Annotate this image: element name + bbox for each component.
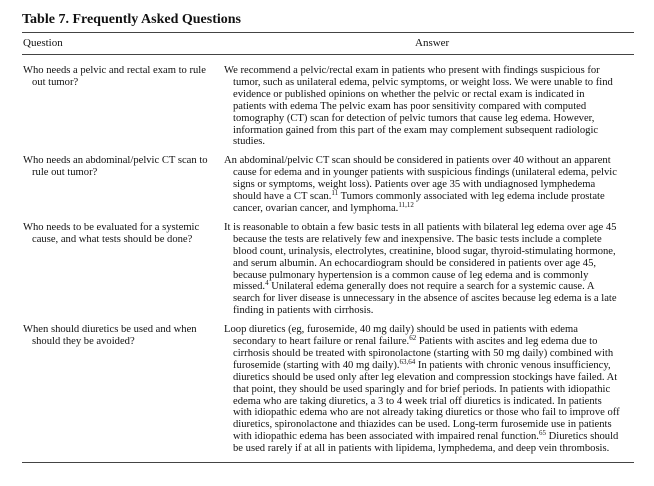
- question-cell: [22, 324, 222, 455]
- faq-table: [22, 10, 634, 463]
- question-text: Who needs to be evaluated for a systemic cause, and what tests should be done?: [23, 221, 200, 245]
- answer-segment: Loop diuretics (eg, furosemide, 40 mg daily) should be used in patients with edema secondary to heart failure or renal failure.: [224, 324, 578, 348]
- question-text: When should diuretics be used and when should they be avoided?: [23, 324, 197, 348]
- answer-segment: In patients with chronic venous insufficiency, diuretics should be used only after leg elevation and compression stockings have failed. At that point, they should be used sparingly and for brief periods. In patients with idiopathic edema who are taking diuretics, a 3 to 4 week trial off diuretics is indicated. In patients with idiopathic edema who are not already taking diuretics or those who fail to improve off diuretics, spironolactone and thiazides can be used. Long-term furosemide use in patients with idiopathic edema has been associated with impaired renal function.: [233, 359, 620, 443]
- answer-text: [224, 324, 620, 455]
- answer-segment: Diuretics should be used rarely if at all in patients with lipidema, lymphedema, and deep vein thrombosis.: [233, 431, 619, 455]
- answer-segment: An abdominal/pelvic CT scan should be considered in patients over 40 without an apparent cause for edema and in younger patients with suspicious findings (unilateral edema, pelvic signs or symptoms, weight loss). Patients over age 35 with undiagnosed lymphedema should have a CT scan.: [224, 155, 617, 203]
- table-row: [22, 65, 634, 148]
- question-text: Who needs a pelvic and rectal exam to rule out tumor?: [23, 65, 206, 88]
- answer-cell: [224, 222, 620, 317]
- table-title: Table 7. Frequently Asked Questions: [22, 12, 241, 27]
- answer-segment: Unilateral edema generally does not require a search for a systemic cause. A search for liver disease is unnecessary in the absence of ascites because leg edema is a late finding in patients with cirrhosis.: [233, 281, 617, 317]
- question-text: Who needs an abdominal/pelvic CT scan to rule out tumor?: [23, 155, 208, 179]
- question-cell: [22, 155, 222, 215]
- answer-segment: Tumors commonly associated with leg edema include prostate cancer, ovarian cancer, and lymphoma.: [233, 191, 605, 214]
- bottom-rule: [22, 462, 634, 463]
- answer-text: [224, 65, 620, 148]
- table-row: [22, 155, 634, 215]
- reference-superscript: 63,64: [399, 357, 416, 366]
- question-column-header: Question: [23, 37, 63, 49]
- table-row: [22, 222, 634, 317]
- answer-segment: We recommend a pelvic/rectal exam in patients who present with findings suspicious for tumor, such as unilateral edema, pelvic symptoms, or weight loss. We were unable to find evidence or published opinions on whether the pelvic or rectal exam is indicated in patients with edema The pelvic exam has poor sensitivity compared with computed tomography (CT) scan for detection of pelvic tumors that cause leg edema. However, information gained from this part of the exam may complement subsequent radiologic studies.: [224, 65, 613, 148]
- answer-column-header: Answer: [415, 37, 450, 49]
- reference-superscript: 11,12: [398, 200, 414, 209]
- reference-superscript: 62: [409, 334, 417, 343]
- answer-segment: It is reasonable to obtain a few basic tests in all patients with bilateral leg edema over age 45 because the tests are relatively few and inexpensive. The basic tests include a complete blood count, urinalysis, electrolytes, creatinine, blood sugar, thyroid-stimulating hormone, and serum albumin. An echocardiogram should be considered in patients over age 45, because pulmonary hypertension is a common cause of leg edema and is commonly missed.: [224, 221, 617, 293]
- answer-cell: [224, 65, 620, 148]
- reference-superscript: 4: [265, 279, 269, 288]
- table-body: [22, 55, 634, 455]
- table-header-row: [22, 33, 634, 54]
- question-cell: [22, 65, 222, 148]
- answer-text: [224, 155, 620, 215]
- question-cell: [22, 222, 222, 317]
- reference-superscript: 65: [538, 429, 546, 438]
- answer-text: [224, 222, 620, 317]
- reference-superscript: 11: [331, 189, 339, 198]
- answer-segment: Patients with ascites and leg edema due to cirrhosis should be treated with spironolactone (starting with 50 mg daily) combined with furosemide (starting with 40 mg daily).: [233, 336, 614, 371]
- answer-cell: [224, 155, 620, 215]
- answer-cell: [224, 324, 620, 455]
- table-row: [22, 324, 634, 455]
